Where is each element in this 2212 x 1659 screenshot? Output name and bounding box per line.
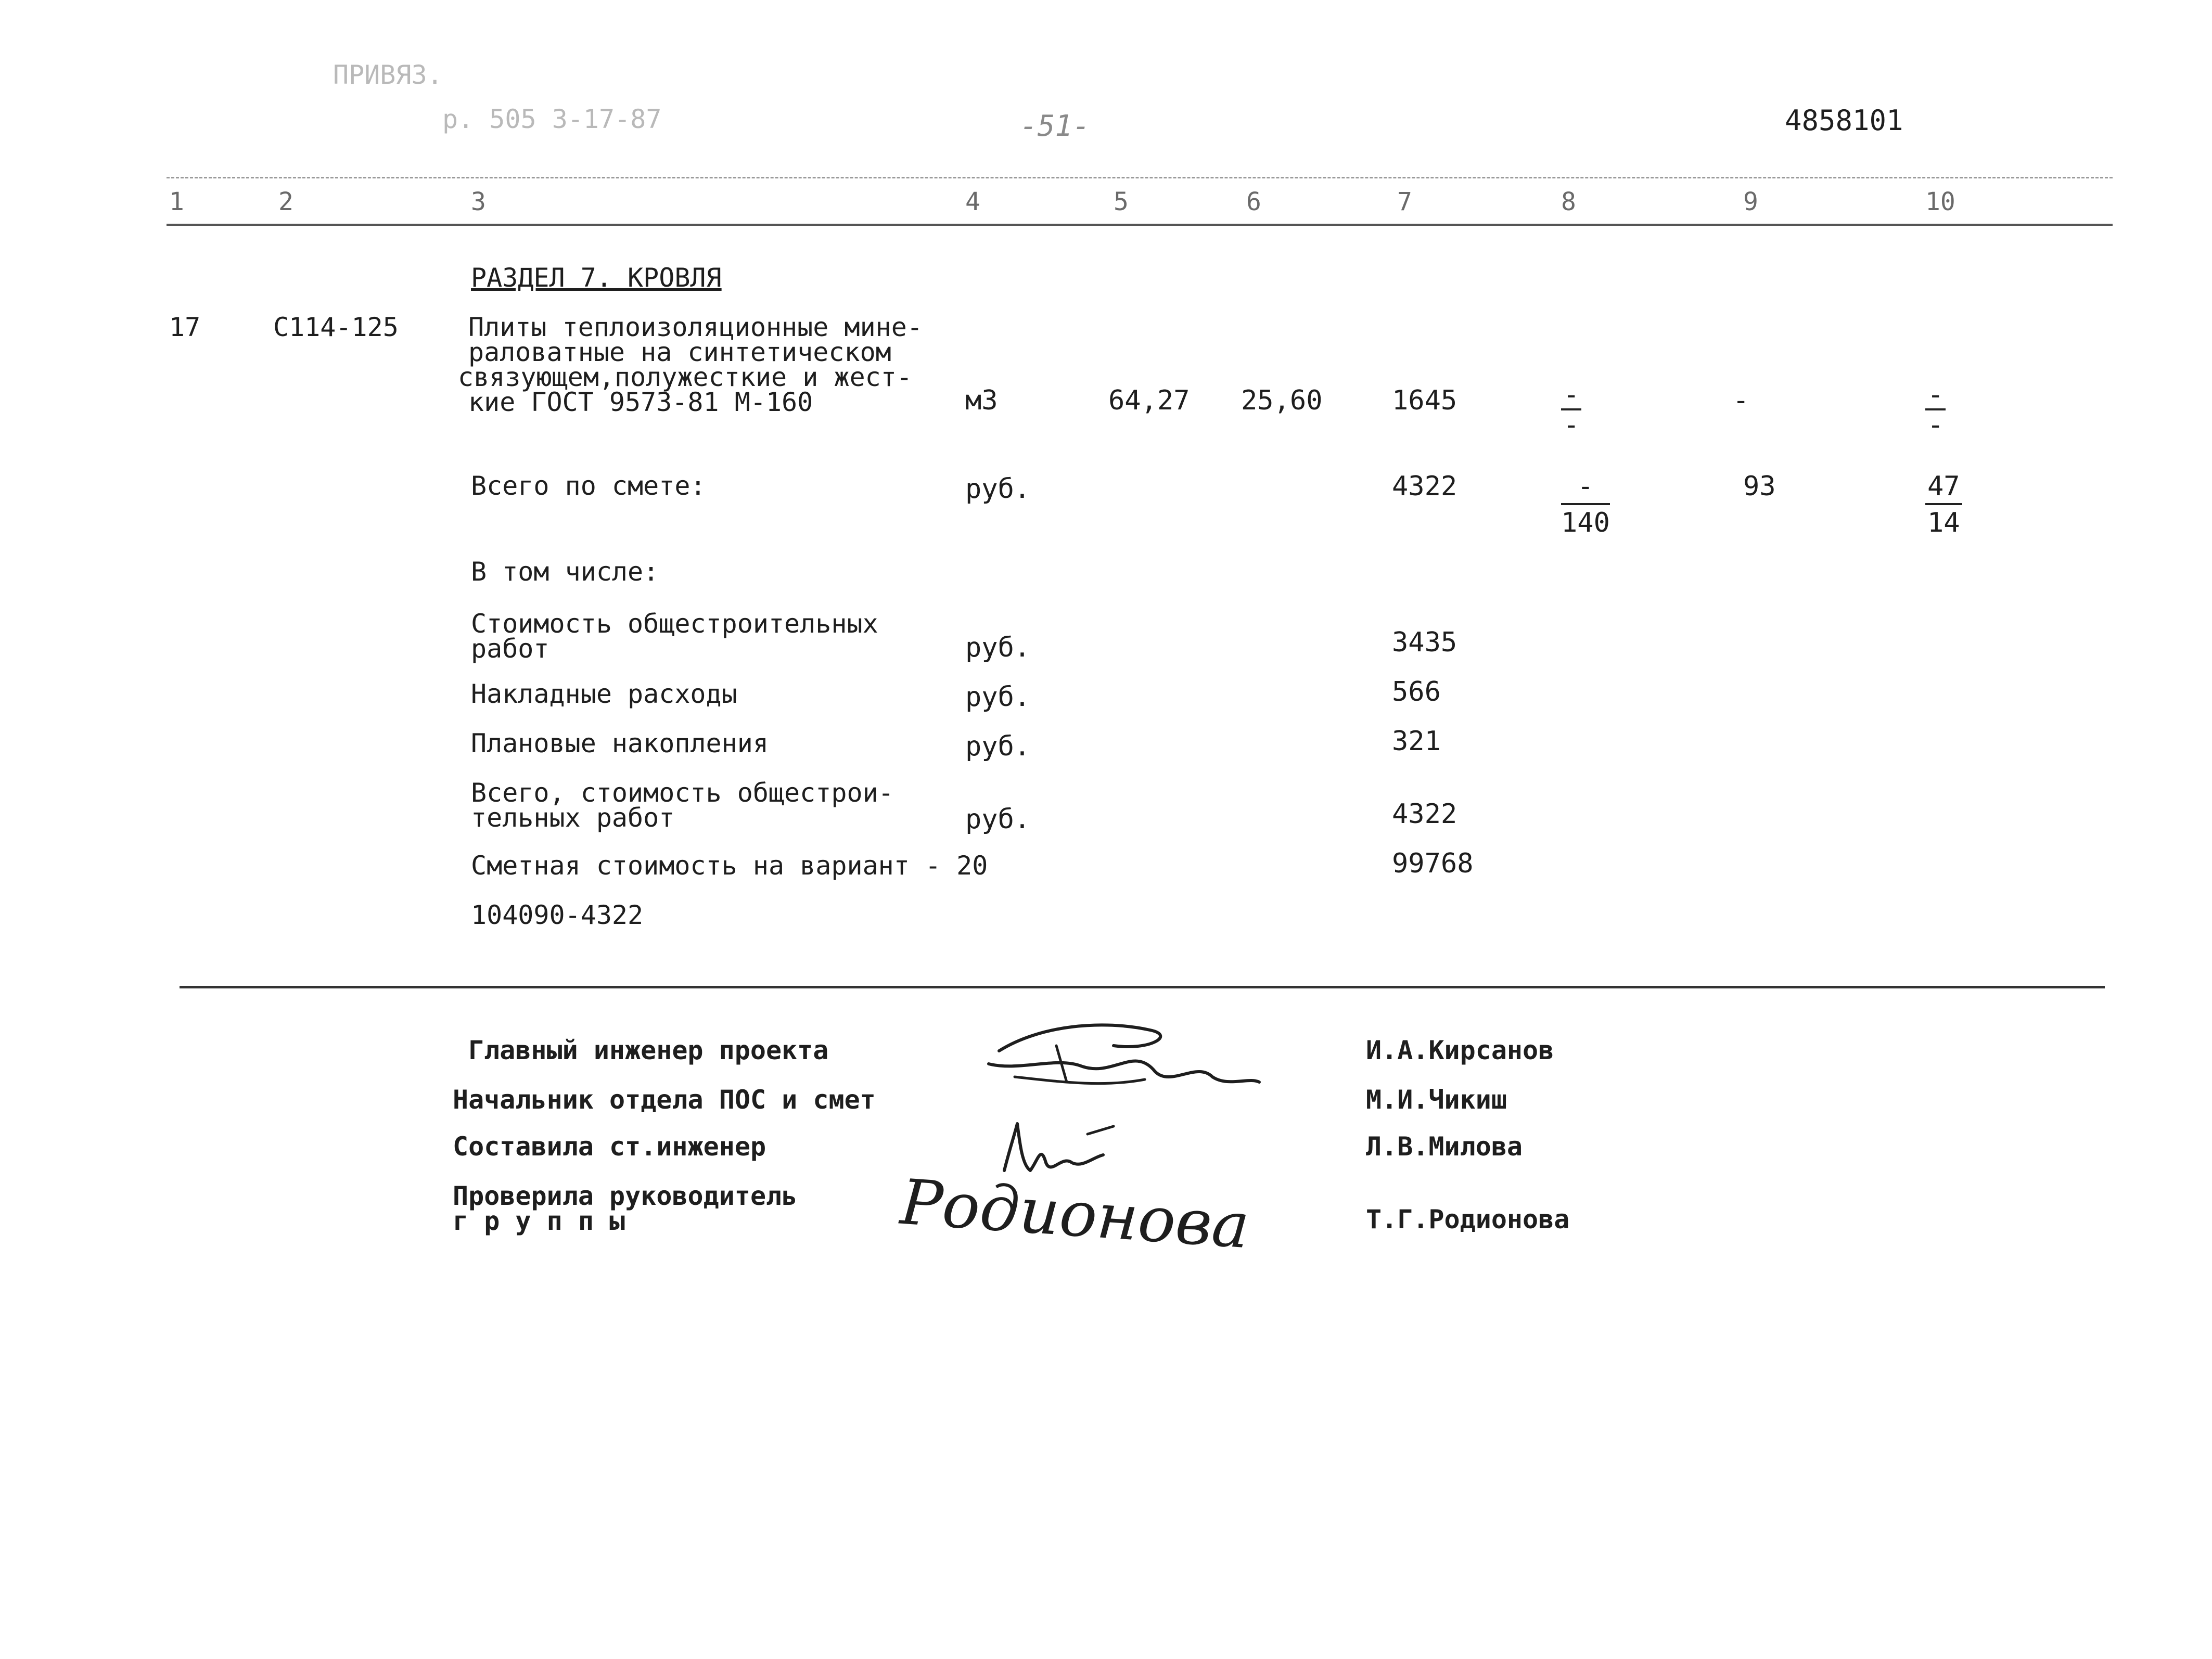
calculation-line: 104090-4322 xyxy=(471,900,644,930)
signature-role-line: Проверила руководитель xyxy=(453,1181,798,1211)
total-amount: 4322 xyxy=(1392,471,1457,502)
item-description-line: Плиты теплоизоляционные мине- xyxy=(468,312,923,342)
breakdown-general-works-unit: руб. xyxy=(965,632,1031,663)
item-col8-top: - xyxy=(1561,382,1581,410)
total-col8 xyxy=(1561,471,1610,538)
item-unit: м3 xyxy=(965,385,998,416)
signature-name-chief-engineer: И.А.Кирсанов xyxy=(1366,1035,1554,1065)
breakdown-label-line: Стоимость общестроительных xyxy=(471,609,878,639)
handwritten-signature-3: Родионова xyxy=(898,1166,1252,1263)
item-number: 17 xyxy=(169,312,201,342)
item-description-line: раловатные на синтетическом xyxy=(468,337,891,367)
page-number: -51- xyxy=(1020,109,1090,143)
breakdown-overhead-label: Накладные расходы xyxy=(471,679,737,709)
signature-role-chief-engineer: Главный инженер проекта xyxy=(468,1035,829,1065)
item-description-line: связующем,полужесткие и жест- xyxy=(458,362,912,392)
breakdown-label-line: тельных работ xyxy=(471,803,675,833)
column-header-10: 10 xyxy=(1925,187,1955,216)
column-header-2: 2 xyxy=(278,187,293,216)
item-quantity: 64,27 xyxy=(1108,385,1190,416)
column-header-4: 4 xyxy=(965,187,980,216)
breakdown-general-works-label xyxy=(471,609,878,664)
breakdown-overhead-unit: руб. xyxy=(965,681,1031,713)
handwritten-signature-1 xyxy=(978,1014,1270,1108)
breakdown-planned-savings-label: Плановые накопления xyxy=(471,728,769,758)
including-label: В том числе: xyxy=(471,557,659,587)
item-code: С114-125 xyxy=(273,312,399,342)
breakdown-planned-savings-unit: руб. xyxy=(965,731,1031,762)
item-col10-top: - xyxy=(1925,382,1946,410)
stamp-line-1: ПРИВЯЗ. xyxy=(333,60,443,90)
signature-role-engineer: Составила ст.инженер xyxy=(453,1131,766,1162)
item-description-line: кие ГОСТ 9573-81 М-160 xyxy=(468,387,813,417)
total-label: Всего по смете: xyxy=(471,471,706,501)
total-col10 xyxy=(1925,471,1962,538)
signature-role-group-lead xyxy=(453,1181,798,1236)
item-unit-price: 25,60 xyxy=(1241,385,1323,416)
breakdown-label-line: Всего, стоимость общестрои- xyxy=(471,778,894,808)
item-col10 xyxy=(1925,379,1946,441)
column-header-9: 9 xyxy=(1743,187,1758,216)
column-header-5: 5 xyxy=(1114,187,1129,216)
column-header-1: 1 xyxy=(169,187,184,216)
total-unit: руб. xyxy=(965,473,1031,505)
table-bottom-rule xyxy=(180,986,2105,988)
signature-name-engineer: Л.В.Милова xyxy=(1366,1131,1523,1162)
header-bottom-rule xyxy=(167,224,2113,226)
total-col10-top: 47 xyxy=(1925,471,1962,505)
total-col9: 93 xyxy=(1743,471,1776,502)
total-col8-top: - xyxy=(1561,471,1610,505)
item-col9: - xyxy=(1733,385,1749,416)
stamp-line-2: р. 505 3-17-87 xyxy=(442,104,662,134)
column-header-6: 6 xyxy=(1246,187,1261,216)
document-number: 4858101 xyxy=(1785,104,1903,137)
signature-name-group-lead: Т.Г.Родионова xyxy=(1366,1204,1570,1234)
column-header-8: 8 xyxy=(1561,187,1576,216)
total-col10-bottom: 14 xyxy=(1927,507,1960,538)
signature-role-department-head: Начальник отдела ПОС и смет xyxy=(453,1085,876,1115)
column-header-3: 3 xyxy=(471,187,486,216)
item-description xyxy=(458,312,923,417)
signature-role-line: г р у п п ы xyxy=(453,1206,625,1236)
variant-cost-value: 99768 xyxy=(1392,848,1474,879)
breakdown-label-line: работ xyxy=(471,634,549,664)
breakdown-total-works-value: 4322 xyxy=(1392,799,1457,830)
item-col8-bottom: - xyxy=(1563,409,1580,441)
item-col10-bottom: - xyxy=(1927,409,1944,441)
column-header-7: 7 xyxy=(1397,187,1412,216)
breakdown-planned-savings-value: 321 xyxy=(1392,726,1441,757)
header-top-rule xyxy=(167,177,2113,178)
total-col8-bottom: 140 xyxy=(1561,507,1610,538)
signature-name-department-head: М.И.Чикиш xyxy=(1366,1085,1507,1115)
section-title: РАЗДЕЛ 7. КРОВЛЯ xyxy=(471,263,722,293)
breakdown-total-works-label xyxy=(471,778,894,833)
item-col8 xyxy=(1561,379,1581,441)
breakdown-overhead-value: 566 xyxy=(1392,676,1441,708)
variant-cost-label: Сметная стоимость на вариант - 20 xyxy=(471,851,988,881)
breakdown-total-works-unit: руб. xyxy=(965,804,1031,835)
item-total: 1645 xyxy=(1392,385,1457,416)
breakdown-general-works-value: 3435 xyxy=(1392,627,1457,658)
